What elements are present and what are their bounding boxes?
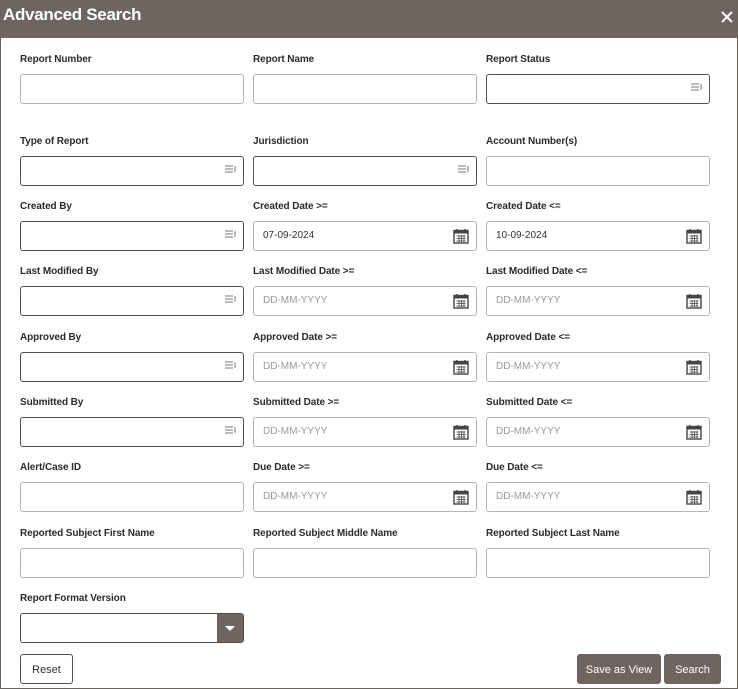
subject-last-name-input[interactable] [486, 548, 710, 578]
created-by-select[interactable] [20, 221, 244, 251]
submitted-by-select[interactable] [20, 417, 244, 447]
chevron-down-icon [217, 614, 243, 642]
last-modified-by-label: Last Modified By [20, 266, 99, 277]
approved-by-label: Approved By [20, 332, 82, 343]
subject-first-name-field [20, 528, 244, 542]
report-status-select[interactable] [486, 74, 710, 104]
report-number-field [20, 54, 244, 68]
subject-first-name-label: Reported Subject First Name [20, 528, 155, 539]
due-date-to-field [486, 462, 710, 502]
report-format-version-label: Report Format Version [20, 593, 126, 604]
last-modified-by-field [20, 266, 244, 280]
last-modified-date-to-field [486, 266, 710, 306]
jurisdiction-select[interactable] [253, 156, 477, 186]
calendar-icon[interactable] [686, 293, 702, 309]
last-modified-date-to-input[interactable] [486, 286, 710, 316]
submitted-date-to-input[interactable] [486, 417, 710, 447]
last-modified-date-from-field [253, 266, 477, 306]
report-status-field [486, 54, 710, 68]
last-modified-date-from-placeholder: DD-MM-YYYY [263, 295, 328, 306]
list-icon[interactable] [225, 165, 237, 175]
calendar-icon[interactable] [453, 489, 469, 505]
account-numbers-label: Account Number(s) [486, 136, 578, 147]
last-modified-date-to-label: Last Modified Date <= [486, 266, 588, 277]
dialog-title: Advanced Search [3, 5, 142, 24]
due-date-to-input[interactable] [486, 482, 710, 512]
report-name-field [253, 54, 477, 68]
calendar-icon[interactable] [686, 228, 702, 244]
due-date-from-placeholder: DD-MM-YYYY [263, 491, 328, 502]
approved-date-from-placeholder: DD-MM-YYYY [263, 361, 328, 372]
submitted-date-from-field [253, 397, 477, 437]
account-numbers-field [486, 136, 710, 150]
due-date-to-label: Due Date <= [486, 462, 543, 473]
approved-by-field [20, 332, 244, 346]
submitted-date-to-field [486, 397, 710, 437]
report-format-version-field [20, 593, 244, 607]
approved-date-to-placeholder: DD-MM-YYYY [496, 361, 561, 372]
report-status-label: Report Status [486, 54, 551, 65]
type-of-report-field [20, 136, 244, 150]
report-number-label: Report Number [20, 54, 92, 65]
submitted-date-to-placeholder: DD-MM-YYYY [496, 426, 561, 437]
type-of-report-label: Type of Report [20, 136, 89, 147]
dialog-header [1, 1, 737, 38]
subject-middle-name-input[interactable] [253, 548, 477, 578]
submitted-date-from-label: Submitted Date >= [253, 397, 340, 408]
due-date-from-input[interactable] [253, 482, 477, 512]
list-icon[interactable] [225, 230, 237, 240]
close-icon[interactable] [719, 9, 735, 25]
submitted-by-field [20, 397, 244, 411]
created-by-label: Created By [20, 201, 72, 212]
approved-date-from-label: Approved Date >= [253, 332, 337, 343]
calendar-icon[interactable] [453, 359, 469, 375]
type-of-report-select[interactable] [20, 156, 244, 186]
created-date-to-field [486, 201, 710, 241]
report-name-input[interactable] [253, 74, 477, 104]
report-number-input[interactable] [20, 74, 244, 104]
calendar-icon[interactable] [453, 424, 469, 440]
jurisdiction-field [253, 136, 477, 150]
search-button[interactable]: Search [664, 654, 721, 684]
last-modified-date-from-input[interactable] [253, 286, 477, 316]
submitted-date-from-placeholder: DD-MM-YYYY [263, 426, 328, 437]
created-date-to-value: 10-09-2024 [496, 230, 548, 241]
due-date-to-placeholder: DD-MM-YYYY [496, 491, 561, 502]
created-date-from-value: 07-09-2024 [263, 230, 315, 241]
last-modified-date-to-placeholder: DD-MM-YYYY [496, 295, 561, 306]
reset-button[interactable]: Reset [20, 654, 73, 684]
created-date-from-input[interactable] [253, 221, 477, 251]
due-date-from-field [253, 462, 477, 502]
list-icon[interactable] [225, 426, 237, 436]
due-date-from-label: Due Date >= [253, 462, 310, 473]
list-icon[interactable] [225, 295, 237, 305]
approved-date-to-label: Approved Date <= [486, 332, 570, 343]
created-date-from-label: Created Date >= [253, 201, 328, 212]
subject-middle-name-field [253, 528, 477, 542]
report-format-version-select[interactable] [20, 613, 244, 643]
calendar-icon[interactable] [686, 424, 702, 440]
approved-date-to-field [486, 332, 710, 372]
created-date-to-input[interactable] [486, 221, 710, 251]
created-by-field [20, 201, 244, 215]
alert-case-id-input[interactable] [20, 482, 244, 512]
account-numbers-input[interactable] [486, 156, 710, 186]
list-icon[interactable] [225, 361, 237, 371]
subject-middle-name-label: Reported Subject Middle Name [253, 528, 398, 539]
alert-case-id-field [20, 462, 244, 476]
approved-date-to-input[interactable] [486, 352, 710, 382]
alert-case-id-label: Alert/Case ID [20, 462, 81, 473]
report-name-label: Report Name [253, 54, 315, 65]
approved-date-from-input[interactable] [253, 352, 477, 382]
calendar-icon[interactable] [453, 228, 469, 244]
list-icon[interactable] [691, 83, 703, 93]
jurisdiction-label: Jurisdiction [253, 136, 309, 147]
dropdown-button[interactable] [217, 614, 243, 642]
last-modified-by-select[interactable] [20, 286, 244, 316]
subject-first-name-input[interactable] [20, 548, 244, 578]
list-icon[interactable] [458, 165, 470, 175]
approved-date-from-field [253, 332, 477, 372]
submitted-date-to-label: Submitted Date <= [486, 397, 573, 408]
calendar-icon[interactable] [686, 489, 702, 505]
calendar-icon[interactable] [686, 359, 702, 375]
submitted-date-from-input[interactable] [253, 417, 477, 447]
subject-last-name-label: Reported Subject Last Name [486, 528, 620, 539]
created-date-from-field [253, 201, 477, 241]
last-modified-date-from-label: Last Modified Date >= [253, 266, 355, 277]
calendar-icon[interactable] [453, 293, 469, 309]
save-as-view-button[interactable]: Save as View [577, 654, 661, 684]
submitted-by-label: Submitted By [20, 397, 84, 408]
created-date-to-label: Created Date <= [486, 201, 561, 212]
subject-last-name-field [486, 528, 710, 542]
approved-by-select[interactable] [20, 352, 244, 382]
